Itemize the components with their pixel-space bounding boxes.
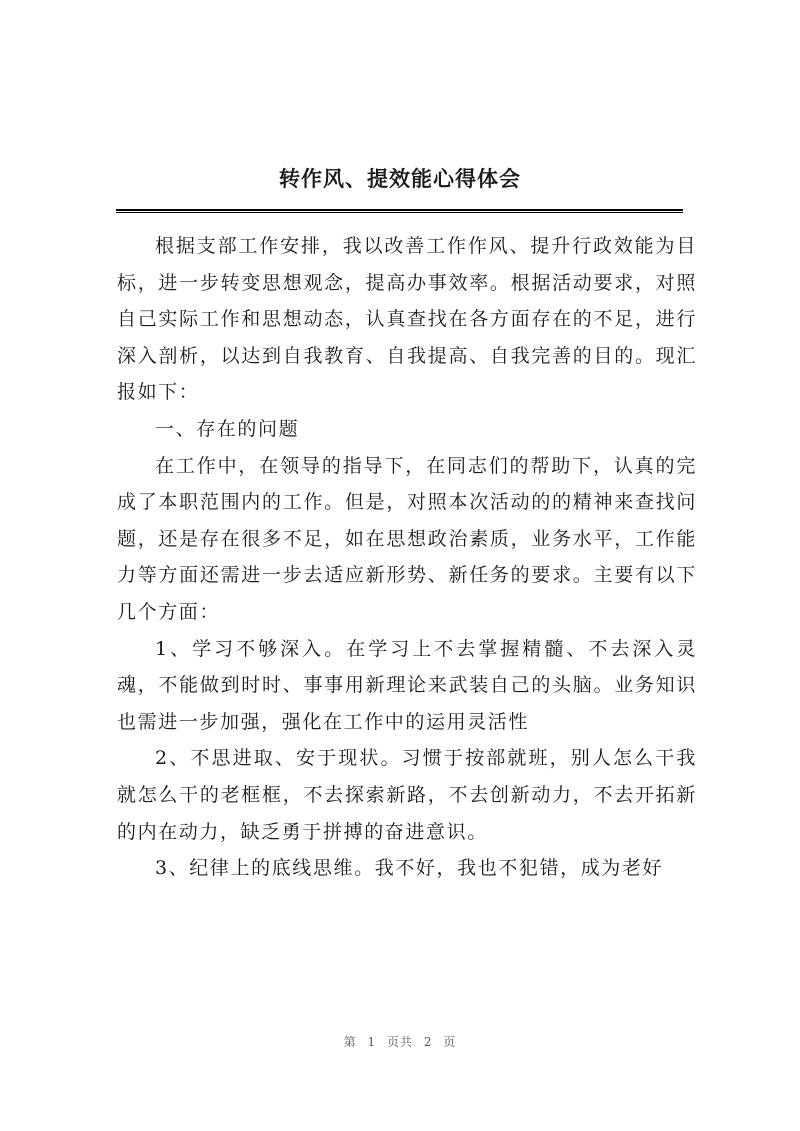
footer-label-page: 第	[343, 1035, 357, 1049]
footer-label-of: 页共	[386, 1035, 413, 1049]
paragraph-intro: 根据支部工作安排，我以改善工作作风、提升行政效能为目标，进一步转变思想观念，提高办事效率。根据活动要求，对照自己实际工作和思想动态，认真查找在各方面存在的不足，进行深入剖析，以达到自我教育、自我提高、自我完善的目的。现汇报如下：	[117, 235, 697, 404]
paragraph-item-1: 1、学习不够深入。在学习上不去掌握精髓、不去深入灵魂，不能做到时时、事事用新理论来武装自己的头脑。业务知识也需进一步加强，强化在工作中的运用灵活性	[117, 637, 697, 733]
title-divider	[116, 209, 683, 213]
paragraph-item-2: 2、不思进取、安于现状。习惯于按部就班，别人怎么干我就怎么干的老框框，不去探索新路，不去创新动力，不去开拓新的内在动力，缺乏勇于拼搏的奋进意识。	[117, 747, 697, 843]
page-footer	[0, 1033, 800, 1050]
footer-current-page: 1	[367, 1035, 377, 1049]
section-heading: 一、存在的问题	[155, 417, 300, 440]
document-body	[117, 228, 697, 887]
footer-label-end: 页	[443, 1035, 457, 1049]
document-title: 转作风、提效能心得体会	[279, 166, 521, 191]
paragraph-item-3: 3、纪律上的底线思维。我不好，我也不犯错，成为老好	[155, 857, 664, 880]
paragraph-overview: 在工作中，在领导的指导下，在同志们的帮助下，认真的完成了本职范围内的工作。但是，对照本次活动的的精神来查找问题，还是存在很多不足，如在思想政治素质，业务水平，工作能力等方面还需进一步去适应新形势、新任务的要求。主要有以下几个方面：	[117, 454, 697, 623]
footer-total-pages: 2	[423, 1035, 433, 1049]
